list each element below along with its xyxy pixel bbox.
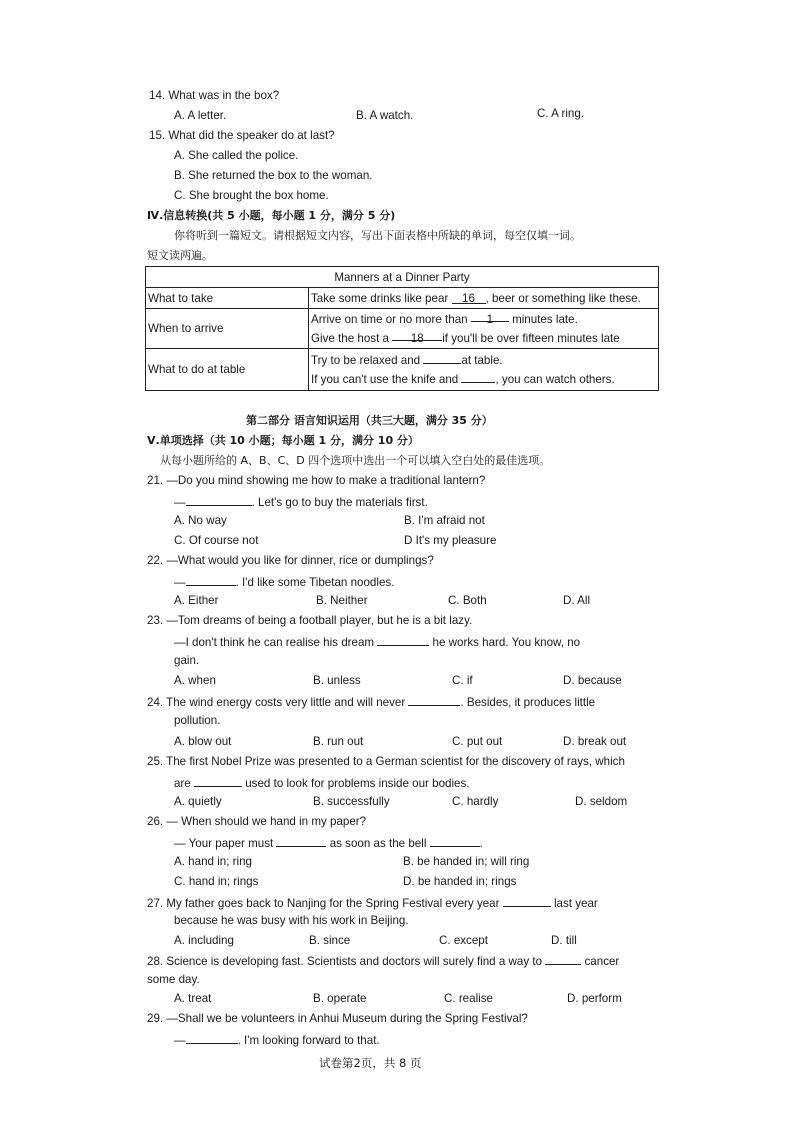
q28-pre: 28. Science is developing fast. Scientists and doctors will surely find a way to bbox=[147, 955, 543, 968]
q23-blank bbox=[377, 634, 429, 646]
row-content-take bbox=[309, 288, 659, 309]
q21-blank bbox=[186, 494, 252, 506]
q29-answer-line bbox=[174, 1032, 380, 1048]
section5-heading: Ⅴ.单项选择（共 10 小题；每小题 1 分，满分 10 分） bbox=[147, 434, 419, 447]
q25-option-d: D. seldom bbox=[575, 795, 628, 808]
q24-question-line-2: pollution. bbox=[174, 714, 221, 727]
q24-question-pre: 24. The wind energy costs very little and will never bbox=[147, 696, 406, 709]
q25-question-line-2 bbox=[174, 775, 470, 791]
blank-16: 16 bbox=[452, 292, 486, 304]
q14-option-c: C. A ring. bbox=[537, 107, 585, 120]
blank-19 bbox=[423, 352, 461, 364]
q27-option-d: D. till bbox=[551, 934, 577, 947]
row3a-pre: Try to be relaxed and bbox=[311, 353, 421, 367]
q22-option-b: B. Neither bbox=[316, 594, 368, 607]
q28-blank bbox=[545, 953, 581, 965]
q21-dash: — bbox=[174, 496, 186, 509]
q28-post: cancer bbox=[584, 955, 620, 968]
q26-option-d: D. be handed in; rings bbox=[403, 875, 517, 888]
q25-option-b: B. successfully bbox=[313, 795, 390, 808]
page-footer: 试卷第2页，共 8 页 bbox=[319, 1056, 422, 1070]
q27-question bbox=[147, 895, 598, 911]
row3a-post: at table. bbox=[461, 353, 503, 367]
dinner-party-table bbox=[145, 266, 659, 391]
blank-20 bbox=[461, 371, 495, 383]
q14-question: 14. What was in the box? bbox=[149, 89, 280, 102]
q23-option-c: C. if bbox=[452, 674, 473, 687]
q27-option-b: B. since bbox=[309, 934, 351, 947]
row2a-pre: Arrive on time or no more than bbox=[311, 312, 468, 326]
q26-post: . bbox=[479, 837, 483, 850]
q26-option-c: C. hand in; rings bbox=[174, 875, 259, 888]
q21-option-c: C. Of course not bbox=[174, 534, 259, 547]
q27-option-c: C. except bbox=[439, 934, 488, 947]
q14-option-b: B. A watch. bbox=[356, 109, 414, 122]
row1-post: , beer or something like these. bbox=[485, 291, 641, 305]
row-label-table: What to do at table bbox=[146, 349, 309, 391]
row-content-table bbox=[309, 349, 659, 391]
q21-option-a: A. No way bbox=[174, 514, 227, 527]
q26-pre: — Your paper must bbox=[174, 837, 274, 850]
part2-title: 第二部分 语言知识运用（共三大题，满分 35 分） bbox=[246, 414, 493, 427]
q15-option-c: C. She brought the box home. bbox=[174, 189, 329, 202]
q21-option-b: B. I'm afraid not bbox=[404, 514, 485, 527]
q26-option-b: B. be handed in; will ring bbox=[403, 855, 530, 868]
q24-option-c: C. put out bbox=[452, 735, 503, 748]
q22-option-a: A. Either bbox=[174, 594, 219, 607]
q29-dash: — bbox=[174, 1034, 186, 1047]
q29-question: 29. —Shall we be volunteers in Anhui Museum during the Spring Festival? bbox=[147, 1012, 528, 1025]
section4-heading: Ⅳ.信息转换(共 5 小题，每小题 1 分，满分 5 分) bbox=[147, 209, 396, 222]
blank-18: 18 bbox=[392, 329, 442, 341]
q26-blank-2 bbox=[430, 835, 480, 847]
row3b-pre: If you can't use the knife and bbox=[311, 372, 459, 386]
q22-answer-text: . I'd like some Tibetan noodles. bbox=[235, 576, 395, 589]
q27-option-a: A. including bbox=[174, 934, 234, 947]
q28-option-a: A. treat bbox=[174, 992, 212, 1005]
q28-option-d: D. perform bbox=[567, 992, 622, 1005]
row-label-take: What to take bbox=[146, 288, 309, 309]
q28-question bbox=[147, 953, 619, 969]
q21-answer-line bbox=[174, 494, 428, 510]
q23-answer-line bbox=[174, 634, 580, 650]
q22-answer-line bbox=[174, 574, 394, 590]
q27-pre: 27. My father goes back to Nanjing for the Spring Festival every year bbox=[147, 897, 500, 910]
section5-instruction: 从每小题所给的 A、B、C、D 四个选项中选出一个可以填入空白处的最佳选项。 bbox=[160, 454, 551, 467]
q26-question: 26. — When should we hand in my paper? bbox=[147, 815, 367, 828]
q14-option-a: A. A letter. bbox=[174, 109, 227, 122]
q25-pre: are bbox=[174, 777, 191, 790]
q22-option-d: D. All bbox=[563, 594, 591, 607]
row2b-post: if you'll be over fifteen minutes late bbox=[442, 331, 620, 345]
q24-question-post: . Besides, it produces little bbox=[460, 696, 596, 709]
q27-post: last year bbox=[553, 897, 598, 910]
q15-question: 15. What did the speaker do at last? bbox=[149, 129, 335, 142]
q25-blank bbox=[194, 775, 242, 787]
q26-mid: as soon as the bell bbox=[329, 837, 427, 850]
q27-question-line-2: because he was busy with his work in Beijing. bbox=[174, 914, 409, 927]
q25-option-a: A. quietly bbox=[174, 795, 222, 808]
q23-answer-line-3: gain. bbox=[174, 654, 200, 667]
q21-option-d: D It's my pleasure bbox=[404, 534, 497, 547]
q26-option-a: A. hand in; ring bbox=[174, 855, 252, 868]
q28-option-b: B. operate bbox=[313, 992, 367, 1005]
q29-answer-text: . I'm looking forward to that. bbox=[237, 1034, 380, 1047]
q23-question: 23. —Tom dreams of being a football player, but he is a bit lazy. bbox=[147, 614, 473, 627]
row-content-arrive bbox=[309, 309, 659, 349]
q23-answer-post: he works hard. You know, no bbox=[432, 636, 581, 649]
row3b-post: , you can watch others. bbox=[495, 372, 615, 386]
q23-option-b: B. unless bbox=[313, 674, 361, 687]
q27-blank bbox=[503, 895, 551, 907]
section4-instruction: 你将听到一篇短文。请根据短文内容，写出下面表格中所缺的单词，每空仅填一词。 bbox=[174, 229, 581, 242]
row1-pre: Take some drinks like pear bbox=[311, 291, 449, 305]
blank-17: 1 bbox=[471, 310, 509, 322]
q21-answer-text: . Let's go to buy the materials first. bbox=[251, 496, 428, 509]
q26-blank-1 bbox=[276, 835, 326, 847]
table-title: Manners at a Dinner Party bbox=[146, 267, 659, 288]
q23-answer-pre: —I don't think he can realise his dream bbox=[174, 636, 375, 649]
q26-answer-line bbox=[174, 835, 483, 851]
q21-question: 21. —Do you mind showing me how to make a traditional lantern? bbox=[147, 474, 486, 487]
q22-option-c: C. Both bbox=[448, 594, 487, 607]
q24-option-b: B. run out bbox=[313, 735, 364, 748]
q23-option-a: A. when bbox=[174, 674, 216, 687]
q24-blank bbox=[408, 694, 460, 706]
q24-option-a: A. blow out bbox=[174, 735, 232, 748]
row2a-post: minutes late. bbox=[512, 312, 578, 326]
q22-blank bbox=[186, 574, 236, 586]
q24-option-d: D. break out bbox=[563, 735, 627, 748]
section4-instruction-2: 短文读两遍。 bbox=[147, 249, 213, 262]
q25-question: 25. The first Nobel Prize was presented to a German scientist for the discovery of rays, which bbox=[147, 755, 625, 768]
q15-option-b: B. She returned the box to the woman. bbox=[174, 169, 373, 182]
row-label-arrive: When to arrive bbox=[146, 309, 309, 349]
q25-option-c: C. hardly bbox=[452, 795, 499, 808]
q28-option-c: C. realise bbox=[444, 992, 493, 1005]
q29-blank bbox=[186, 1032, 238, 1044]
q22-dash: — bbox=[174, 576, 186, 589]
q23-option-d: D. because bbox=[563, 674, 622, 687]
q15-option-a: A. She called the police. bbox=[174, 149, 299, 162]
row2b-pre: Give the host a bbox=[311, 331, 389, 345]
q28-question-line-2: some day. bbox=[147, 973, 200, 986]
q24-question bbox=[147, 694, 595, 710]
q22-question: 22. —What would you like for dinner, rice or dumplings? bbox=[147, 554, 434, 567]
q25-post: used to look for problems inside our bodies. bbox=[245, 777, 470, 790]
